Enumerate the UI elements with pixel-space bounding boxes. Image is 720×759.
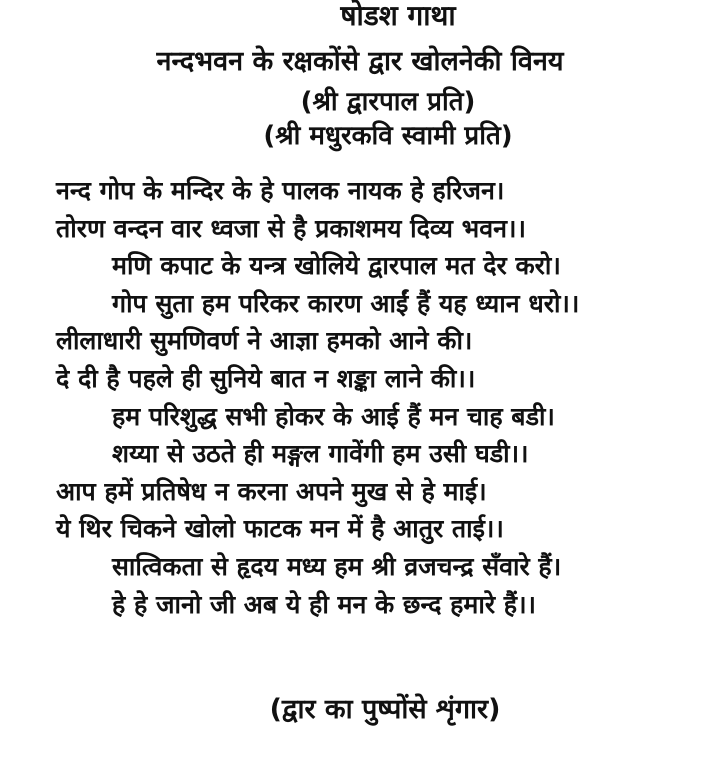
footer-caption: (द्वार का पुष्पोंसे शृंगार)	[269, 694, 501, 725]
verse-line: ये थिर चिकने खोलो फाटक मन में है आतुर ताई।।	[56, 514, 504, 544]
verse-body	[0, 172, 720, 623]
verse-line: हम परिशुद्ध सभी होकर के आई हैं मन चाह बडी।	[112, 401, 555, 431]
verse-line: हे हे जानो जी अब ये ही मन के छन्द हमारे हैं।।	[112, 589, 537, 619]
dedication-line-2: (श्री मधुरकवि स्वामी प्रति)	[263, 121, 513, 151]
verse-line: नन्द गोप के मन्दिर के हे पालक नायक हे हरिजन।	[56, 176, 505, 205]
verse-line: दे दी है पहले ही सुनिये बात न शङ्का लाने की।।	[56, 363, 476, 393]
verse-line: आप हमें प्रतिषेध न करना अपने मुख से हे माई।	[56, 476, 487, 506]
verse-line: तोरण वन्दन वार ध्वजा से है प्रकाशमय दिव्य भवन।।	[56, 213, 526, 243]
page-title: षोडश गाथा	[340, 0, 456, 32]
page-header	[0, 0, 720, 152]
verse-line: मणि कपाट के यन्त्र खोलिये द्वारपाल मत देर करो।	[112, 251, 561, 281]
verse-line: शय्या से उठते ही मङ्गल गावेंगी हम उसी घडी।।	[112, 439, 529, 469]
verse-line: सात्विकता से हृदय मध्य हम श्री व्रजचन्द्र सँवारे हैं।	[112, 551, 562, 581]
verse-line: गोप सुता हम परिकर कारण आईं हैं यह ध्यान धरो।।	[112, 288, 580, 318]
page-subtitle: नन्दभवन के रक्षकोंसे द्वार खोलनेकी विनय	[156, 46, 564, 77]
verse-line: लीलाधारी सुमणिवर्ण ने आज्ञा हमको आने की।	[56, 326, 473, 356]
dedication-line-1: (श्री द्वारपाल प्रति)	[300, 87, 476, 117]
page-footer	[0, 692, 720, 728]
